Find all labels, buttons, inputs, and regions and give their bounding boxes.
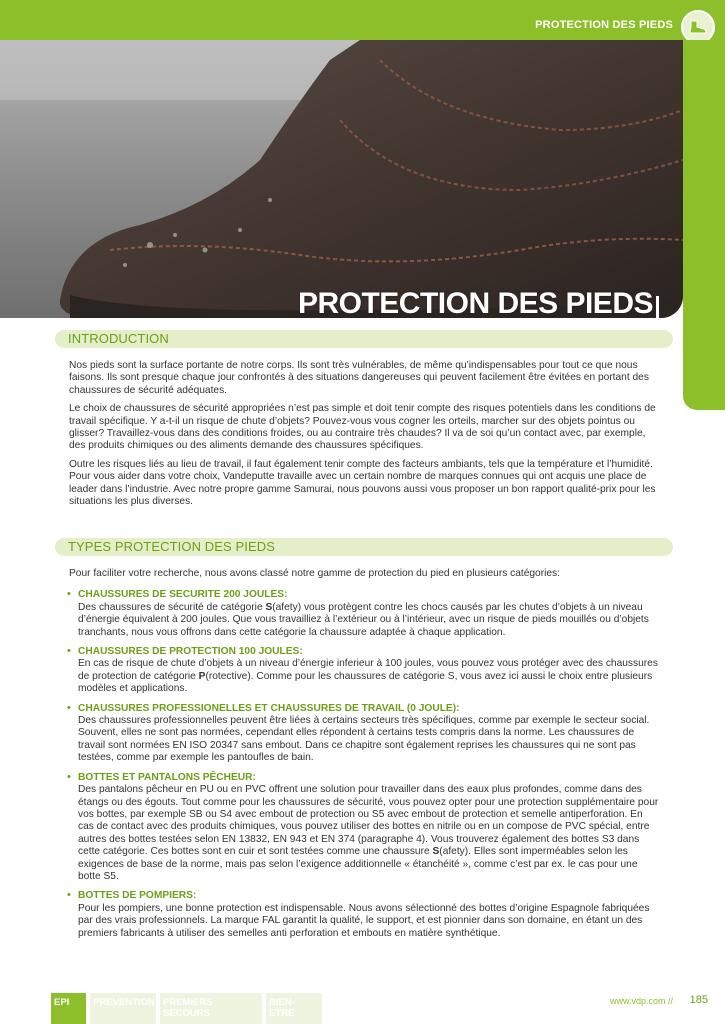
category-item	[69, 589, 659, 639]
bullet-icon: •	[67, 701, 71, 714]
category-body: Des chaussures professionnelles peuvent être liées à certains secteurs très spécifiques, comme par exemple le secteur social. Souvent, elles ne sont pas normées, cependant elles répondent à certains tests compris dans la norme. Les chaussures de travail sont normées EN ISO 20347 sans embout. Dans ce chapitre sont également reprises les chaussures qui ne sont pas testées, comme par exemple les pantoufles de bain.	[78, 715, 650, 764]
category-body: Des pantalons pêcheur en PU ou en PVC offrent une solution pour travailler dans des eaux plus profondes, comme dans des étangs ou des égouts. Tout comme pour les chaussures de sécurité, vous pouvez opter pour une protection supplémentaire pour vos bottes, par exemple SB ou S4 avec embout de protection ou S5 avec embout de protection et semelle antiperforation. En cas de contact avec des produits chimiques, vous pouvez utiliser des bottes en nitrile ou en un compose de PVC spécial, entre autres des bottes testées selon EN 13832, EN 943 et EN 374 (paragraphe 4). Vous trouverez également des bottes S3 dans cette catégorie. Ces bottes sont en cuir et sont testées comme une chaussure S(afety). Elles sont imperméables selon les exigences de base de la norme, mais pas selon l’exigence additionnelle « étanchéité », comme c’est par ex. le cas pour une botte S5.	[78, 784, 659, 882]
intro-heading: INTRODUCTION	[68, 331, 169, 346]
category-item	[69, 646, 659, 696]
footer-tab-prevention[interactable]: PREVENTION	[90, 993, 156, 1024]
hero-image	[0, 40, 683, 318]
types-heading-bar	[55, 538, 673, 556]
page-title: PROTECTION DES PIEDS	[297, 287, 653, 318]
footer-url[interactable]: www.vdp.com //	[609, 996, 673, 1006]
bullet-icon: •	[67, 645, 71, 658]
types-intro: Pour faciliter votre recherche, nous avons classé notre gamme de protection du pied en plusieurs catégories:	[69, 568, 560, 579]
category-item	[69, 772, 659, 884]
types-content	[69, 568, 659, 947]
footer-tab-premiers-secours[interactable]: PREMIERS SECOURS	[160, 993, 262, 1024]
section-title: PROTECTION DES PIEDS	[535, 19, 673, 31]
category-body: En cas de risque de chute d’objets à un niveau d’énergie inferieur à 100 joules, vous pouvez vous protéger avec des chaussures de protection de catégorie P(rotective). Comme pour les chaussures de catégorie S, vous avez ici aussi le choix entre plusieurs modèles et applications.	[78, 658, 658, 695]
page-number: 185	[689, 994, 708, 1006]
intro-paragraph: Le choix de chaussures de sécurité appropriées n’est pas simple et doit tenir compte des risques potentiels dans les conditions de travail spécifique. Y a-t-il un risque de chute d’objets? Pouvez-vous vous cogner les orteils, marcher sur des objets pointus ou glisser? Travaillez-vous dans des conditions froides, ou au contraire très chaudes? Il va de soi qu’un contact avec, par exemple, des produits chimiques ou des aliments demande des chaussures spécifiques.	[69, 403, 656, 452]
intro-content	[69, 360, 659, 514]
types-heading: TYPES PROTECTION DES PIEDS	[68, 539, 276, 554]
footer-nav	[51, 993, 322, 1024]
category-body: Des chaussures de sécurité de catégorie S(afety) vous protègent contre les chocs causés par les chutes d’objets à un niveau d’énergie équivalent à 200 joules. Que vous travailliez à l’extérieur ou à l’intérieur, avec un risque de pieds mouillés ou d’objets tranchants, nous vous offrons dans cette catégorie la chaussure adaptée à chaque application.	[78, 601, 649, 638]
intro-paragraph: Outre les risques liés au lieu de travail, il faut également tenir compte des facteurs ambiants, tels que la température et l’humidité. Pour vous aider dans votre choix, Vandeputte travaille avec un certain nombre de marques connues qui ont acquis une place de leader dans l’industrie. Avec notre propre gamme Samurai, nous pouvons aussi vous proposer un bon rapport qualité-prix pour les situations les plus diverses.	[69, 458, 656, 508]
bullet-icon: •	[67, 588, 71, 601]
category-body: Pour les pompiers, une bonne protection est indispensable. Nous avons sélectionné des bottes d’origine Espagnole fabriquées par des vrais professionnels. La marque FAL garantit la qualité, le support, et est pionnier dans son domaine, en étant un des premiers fabricants à utiliser des semelles anti perforation et embouts en matière synthétique.	[78, 902, 650, 939]
boot-photo	[0, 40, 683, 318]
boot-icon	[681, 10, 715, 44]
category-title: CHAUSSURES DE SECURITE 200 JOULES:	[78, 589, 288, 601]
category-item	[69, 703, 659, 765]
intro-paragraph: Nos pieds sont la surface portante de notre corps. Ils sont très vulnérables, de même qu’indispensables pour tout ce que nous faisons. Ils sont presque chaque jour confrontés à des situations dangereuses qui peuvent facilement être évitées en portant des chaussures de sécurité adéquates.	[69, 360, 649, 396]
footer-tab-epi[interactable]: EPI	[51, 993, 86, 1024]
bullet-icon: •	[67, 770, 71, 783]
category-title: CHAUSSURES PROFESSIONELLES ET CHAUSSURES DE TRAVAIL (0 JOULE):	[78, 702, 460, 714]
title-divider	[656, 296, 659, 318]
footer-tab-bien-etre[interactable]: BIEN-ETRE	[266, 993, 322, 1024]
intro-heading-bar	[55, 330, 673, 348]
category-item	[69, 890, 659, 940]
category-title: CHAUSSURES DE PROTECTION 100 JOULES:	[78, 646, 303, 658]
category-title: BOTTES ET PANTALONS PÊCHEUR:	[78, 771, 256, 783]
side-tab	[683, 40, 725, 410]
top-bar	[0, 0, 725, 40]
category-title: BOTTES DE POMPIERS:	[78, 890, 197, 902]
bullet-icon: •	[67, 889, 71, 902]
